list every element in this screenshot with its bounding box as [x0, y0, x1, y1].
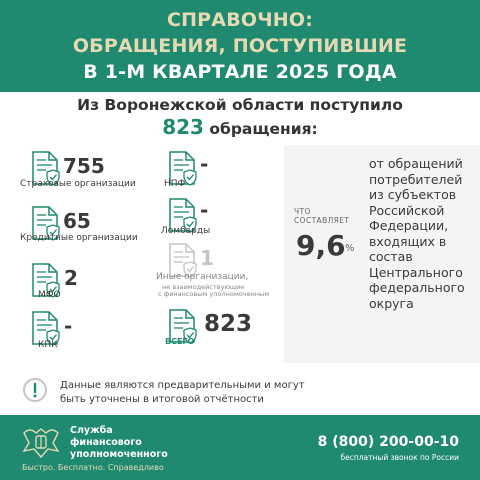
header-line-2: ОБРАЩЕНИЯ, ПОСТУПИВШИЕ — [72, 35, 408, 57]
percentage-panel — [284, 145, 480, 363]
emblem-icon — [20, 423, 62, 461]
org-name-line-2: финансового — [70, 437, 142, 448]
share-caption-line-1: ЧТО — [294, 207, 311, 216]
pawnshops-label: Ломбарды — [161, 226, 211, 236]
hotline-note: бесплатный звонок по России — [340, 453, 459, 462]
pawnshops-value: - — [200, 198, 209, 222]
header-line-1: СПРАВОЧНО: — [166, 9, 314, 31]
credit-value: 65 — [63, 209, 91, 233]
intro — [0, 95, 480, 141]
total-count: 823 — [162, 115, 204, 139]
disclaimer-line-2: быть уточнены в итоговой отчётности — [60, 394, 264, 405]
mfo-value: 2 — [64, 266, 78, 290]
other-value: 1 — [200, 246, 214, 270]
npf-value: - — [200, 152, 209, 176]
kpk-label: КПК — [38, 340, 58, 350]
org-name-line-1: Служба — [70, 425, 113, 436]
disclaimer-note — [22, 375, 472, 411]
npf-label: НПФ — [164, 179, 186, 189]
stats-grid — [0, 145, 284, 363]
other-sub-1: не взаимодействующие — [162, 283, 245, 291]
header-banner — [0, 0, 480, 92]
hotline-phone[interactable]: 8 (800) 200-00-10 — [317, 434, 459, 450]
footer — [0, 415, 480, 480]
header-line-3: В 1-М КВАРТАЛЕ 2025 ГОДА — [83, 61, 397, 83]
other-label: Иные организации, — [156, 272, 249, 282]
intro-line: Из Воронежской области поступило — [77, 96, 403, 114]
share-caption-line-2: СОСТАВЛЯЕТ — [294, 216, 350, 225]
insurance-value: 755 — [63, 154, 105, 178]
share-percent: 9,6 — [296, 229, 346, 262]
share-percent-sign: % — [345, 243, 355, 254]
kpk-value: - — [64, 314, 73, 338]
share-caption — [294, 207, 349, 225]
share-description: от обращений потребителей из субъектов Российской Федерации, входящих в состав Центрального федерального округа — [369, 156, 465, 311]
mfo-label: МФО — [38, 290, 61, 300]
exclamation-circle-icon — [22, 377, 48, 403]
org-name-line-3: уполномоченного — [70, 449, 168, 460]
disclaimer-line-1: Данные являются предварительными и могут — [60, 380, 305, 391]
other-sub-2: с финансовым уполномоченным — [158, 290, 270, 298]
disclaimer-text — [60, 379, 305, 407]
intro-count-suffix: обращения: — [203, 120, 318, 138]
intro-count-line — [0, 115, 480, 141]
total-label: ВСЕГО — [165, 337, 195, 346]
total-value: 823 — [204, 311, 253, 337]
slogan: Быстро. Бесплатно. Справедливо — [22, 463, 164, 472]
insurance-label: Страховые организации — [20, 179, 136, 189]
org-name — [70, 425, 168, 461]
credit-label: Кредитные организации — [20, 233, 138, 243]
